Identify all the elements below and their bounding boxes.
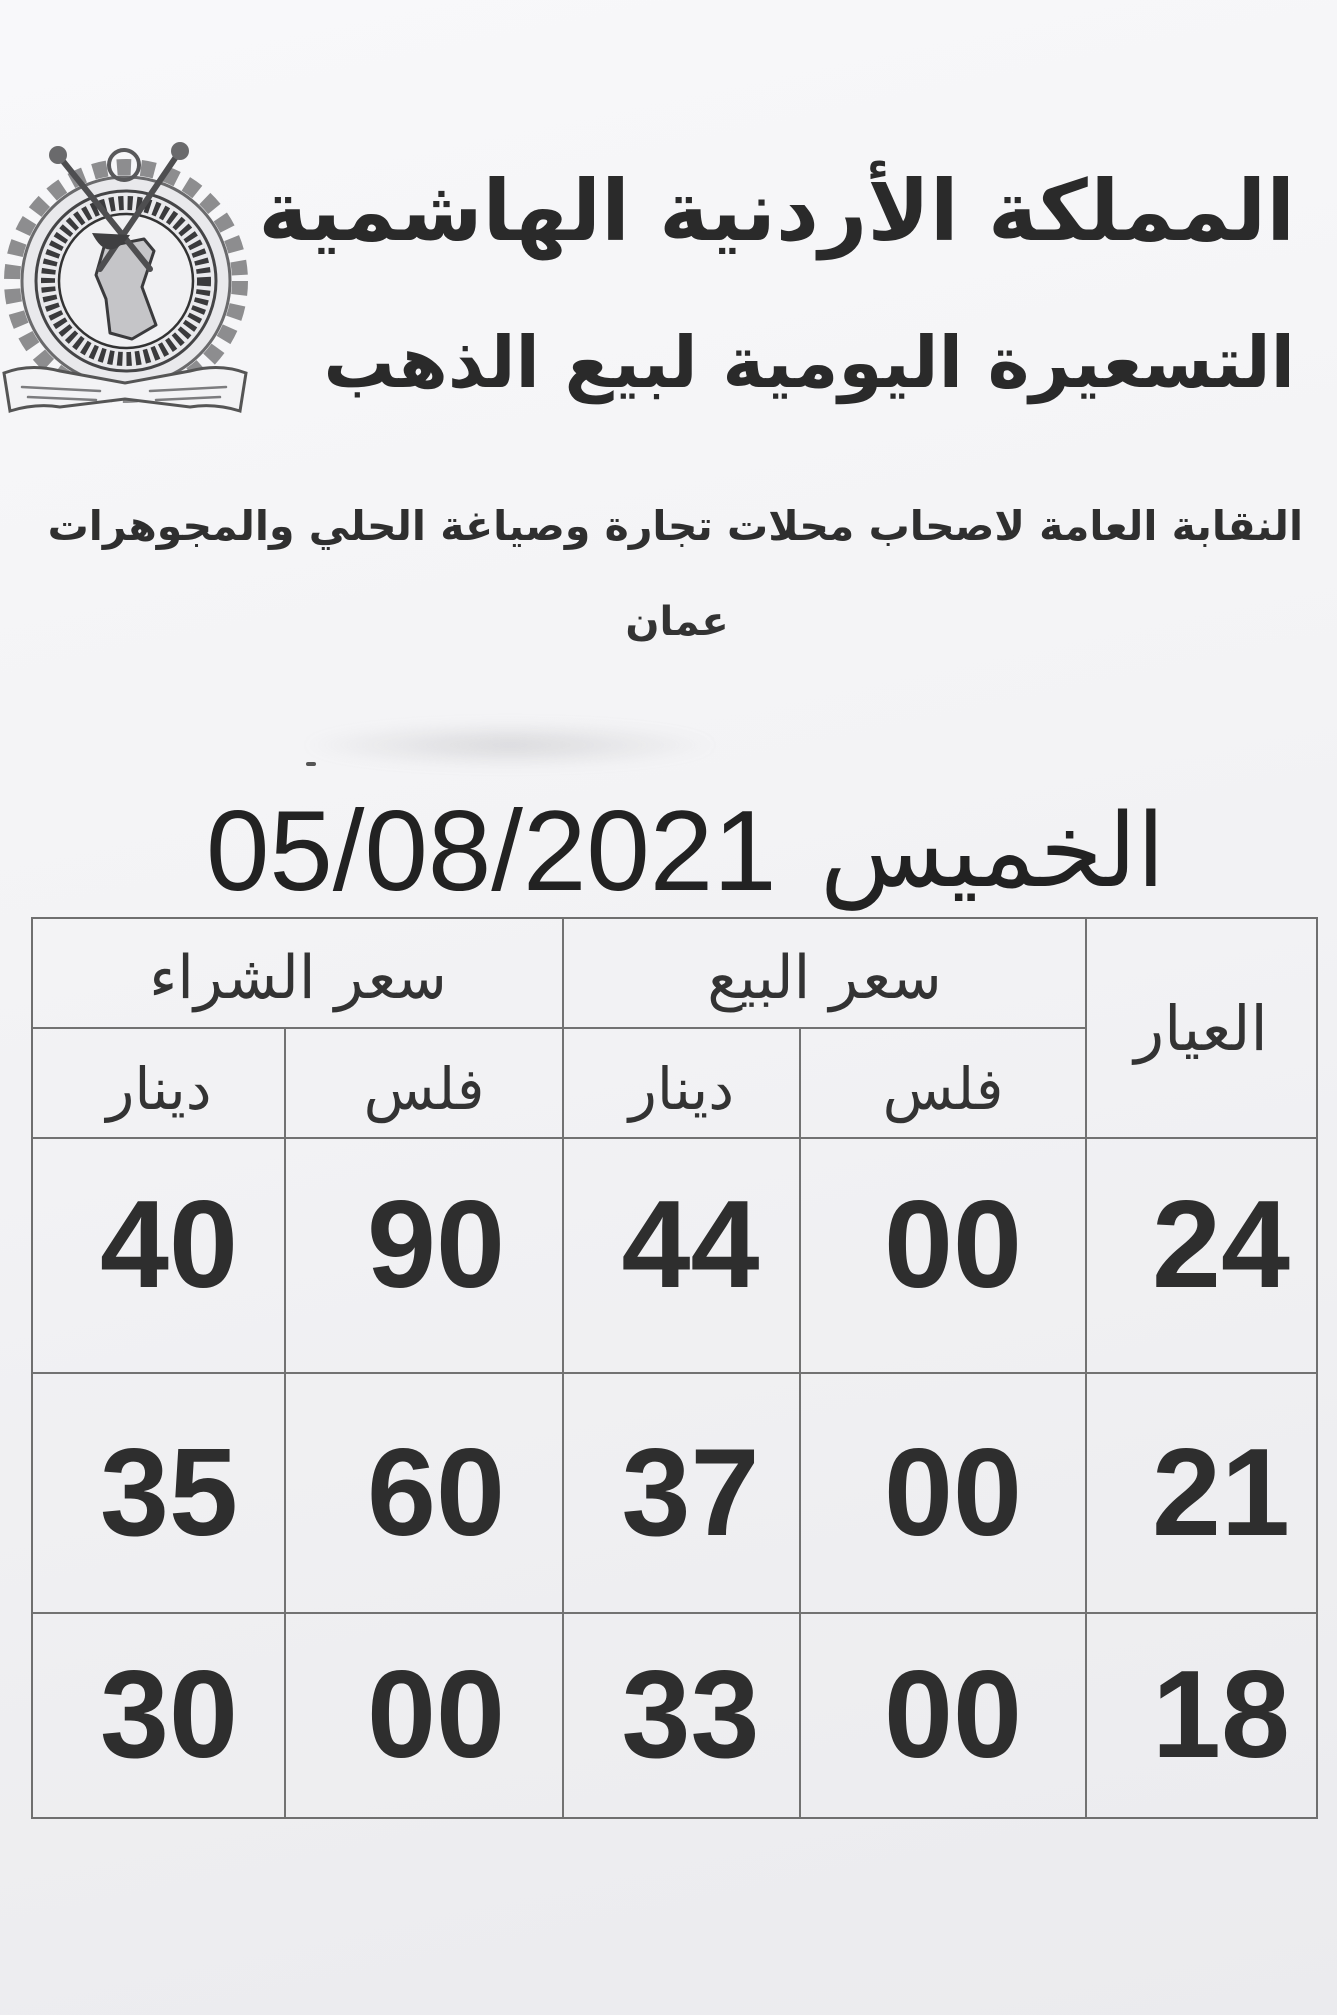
sell-fils-cell: 00 bbox=[884, 1424, 1022, 1562]
organization-name: النقابة العامة لاصحاب محلات تجارة وصياغة الحلي والمجوهرات bbox=[47, 502, 1303, 550]
buy-fils-cell: 00 bbox=[367, 1646, 505, 1784]
sell-fils-header: فلس bbox=[882, 1055, 1004, 1123]
karat-cell: 24 bbox=[1152, 1176, 1290, 1314]
city-name: عمان bbox=[625, 599, 729, 645]
buy-dinar-cell: 40 bbox=[100, 1176, 238, 1314]
sell-dinar-header: دينار bbox=[628, 1055, 735, 1123]
buy-dinar-cell: 35 bbox=[100, 1424, 238, 1562]
buy-price-header: سعر الشراء bbox=[149, 943, 447, 1013]
gold-price-table bbox=[31, 917, 1318, 1819]
erased-smudge bbox=[300, 722, 720, 768]
sell-fils-cell: 00 bbox=[884, 1176, 1022, 1314]
buy-fils-cell: 60 bbox=[367, 1424, 505, 1562]
sell-dinar-cell: 37 bbox=[621, 1424, 760, 1562]
sell-dinar-cell: 33 bbox=[621, 1646, 760, 1784]
date-value: 05/08/2021 bbox=[206, 788, 777, 915]
buy-dinar-cell: 30 bbox=[100, 1646, 238, 1784]
sell-dinar-cell: 44 bbox=[621, 1176, 760, 1314]
karat-cell: 18 bbox=[1152, 1646, 1290, 1784]
karat-header: العيار bbox=[1134, 992, 1268, 1065]
karat-cell: 21 bbox=[1152, 1424, 1290, 1562]
country-title: المملكة الأردنية الهاشمية bbox=[258, 162, 1295, 260]
buy-dinar-header: دينار bbox=[106, 1055, 212, 1123]
buy-fils-cell: 90 bbox=[367, 1176, 505, 1314]
buy-fils-header: فلس bbox=[363, 1055, 485, 1123]
sell-price-header: سعر البيع bbox=[707, 943, 942, 1013]
sell-fils-cell: 00 bbox=[884, 1646, 1022, 1784]
weekday: الخميس bbox=[820, 792, 1165, 911]
sheet-title: التسعيرة اليومية لبيع الذهب bbox=[323, 321, 1295, 404]
ink-dash bbox=[306, 762, 316, 766]
syndicate-emblem-icon bbox=[0, 141, 250, 421]
